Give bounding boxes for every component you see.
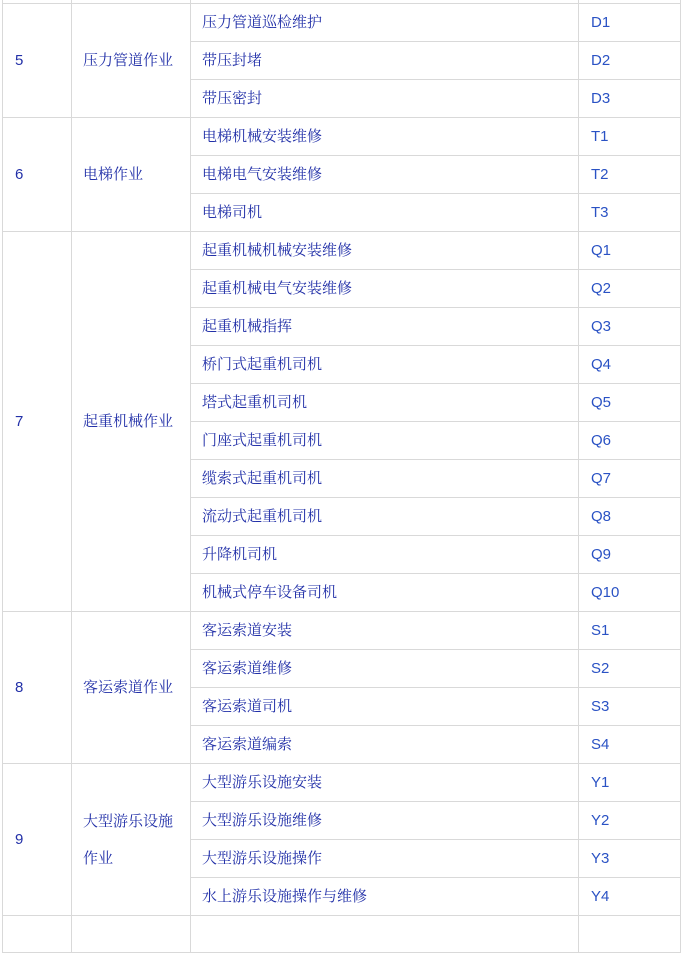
partial-cell: [72, 916, 191, 953]
item-name-cell: 门座式起重机司机: [191, 422, 579, 460]
item-name-cell: 水上游乐设施操作与维修: [191, 878, 579, 916]
item-name-cell: 电梯机械安装维修: [191, 118, 579, 156]
item-name-cell: 客运索道维修: [191, 650, 579, 688]
item-name-cell: 电梯司机: [191, 194, 579, 232]
item-code-cell: Y3: [579, 840, 681, 878]
item-code-cell: T3: [579, 194, 681, 232]
item-code-cell: S4: [579, 726, 681, 764]
item-code-cell: Q6: [579, 422, 681, 460]
special-operations-table: [2, 0, 681, 953]
section-number-cell: 6: [3, 118, 72, 232]
item-code-cell: S1: [579, 612, 681, 650]
item-code-cell: Y1: [579, 764, 681, 802]
item-name-cell: 缆索式起重机司机: [191, 460, 579, 498]
item-code-cell: S2: [579, 650, 681, 688]
item-code-cell: Q9: [579, 536, 681, 574]
item-name-cell: 起重机械电气安装维修: [191, 270, 579, 308]
table-row: [3, 764, 681, 802]
item-code-cell: Q5: [579, 384, 681, 422]
item-code-cell: Y2: [579, 802, 681, 840]
item-code-cell: D2: [579, 42, 681, 80]
category-cell: 起重机械作业: [72, 232, 191, 612]
item-code-cell: T1: [579, 118, 681, 156]
item-name-cell: 客运索道编索: [191, 726, 579, 764]
category-cell: 压力管道作业: [72, 4, 191, 118]
item-code-cell: D1: [579, 4, 681, 42]
item-code-cell: Q7: [579, 460, 681, 498]
item-name-cell: 流动式起重机司机: [191, 498, 579, 536]
item-code-cell: Q8: [579, 498, 681, 536]
section-number-cell: 5: [3, 4, 72, 118]
item-name-cell: 客运索道司机: [191, 688, 579, 726]
item-name-cell: 塔式起重机司机: [191, 384, 579, 422]
item-name-cell: 桥门式起重机司机: [191, 346, 579, 384]
item-code-cell: D3: [579, 80, 681, 118]
item-code-cell: Q4: [579, 346, 681, 384]
category-cell: 客运索道作业: [72, 612, 191, 764]
item-code-cell: Y4: [579, 878, 681, 916]
item-name-cell: 机械式停车设备司机: [191, 574, 579, 612]
item-name-cell: 起重机械指挥: [191, 308, 579, 346]
category-cell: 大型游乐设施作业: [72, 764, 191, 916]
item-code-cell: Q1: [579, 232, 681, 270]
item-name-cell: 升降机司机: [191, 536, 579, 574]
item-code-cell: Q3: [579, 308, 681, 346]
table-row: [3, 118, 681, 156]
item-name-cell: 压力管道巡检维护: [191, 4, 579, 42]
item-code-cell: T2: [579, 156, 681, 194]
item-name-cell: 大型游乐设施安装: [191, 764, 579, 802]
item-name-cell: 带压密封: [191, 80, 579, 118]
item-name-cell: 大型游乐设施维修: [191, 802, 579, 840]
partial-row-bottom: [3, 916, 681, 953]
item-code-cell: Q10: [579, 574, 681, 612]
table-body: [3, 0, 681, 953]
section-number-cell: 8: [3, 612, 72, 764]
item-name-cell: 带压封堵: [191, 42, 579, 80]
partial-cell: [3, 916, 72, 953]
item-code-cell: Q2: [579, 270, 681, 308]
item-code-cell: S3: [579, 688, 681, 726]
category-cell: 电梯作业: [72, 118, 191, 232]
item-name-cell: 起重机械机械安装维修: [191, 232, 579, 270]
section-number-cell: 7: [3, 232, 72, 612]
table-row: [3, 612, 681, 650]
item-name-cell: 电梯电气安装维修: [191, 156, 579, 194]
section-number-cell: 9: [3, 764, 72, 916]
table-row: [3, 4, 681, 42]
item-name-cell: 客运索道安装: [191, 612, 579, 650]
partial-cell: [579, 916, 681, 953]
item-name-cell: 大型游乐设施操作: [191, 840, 579, 878]
table-row: [3, 232, 681, 270]
partial-cell: [191, 916, 579, 953]
